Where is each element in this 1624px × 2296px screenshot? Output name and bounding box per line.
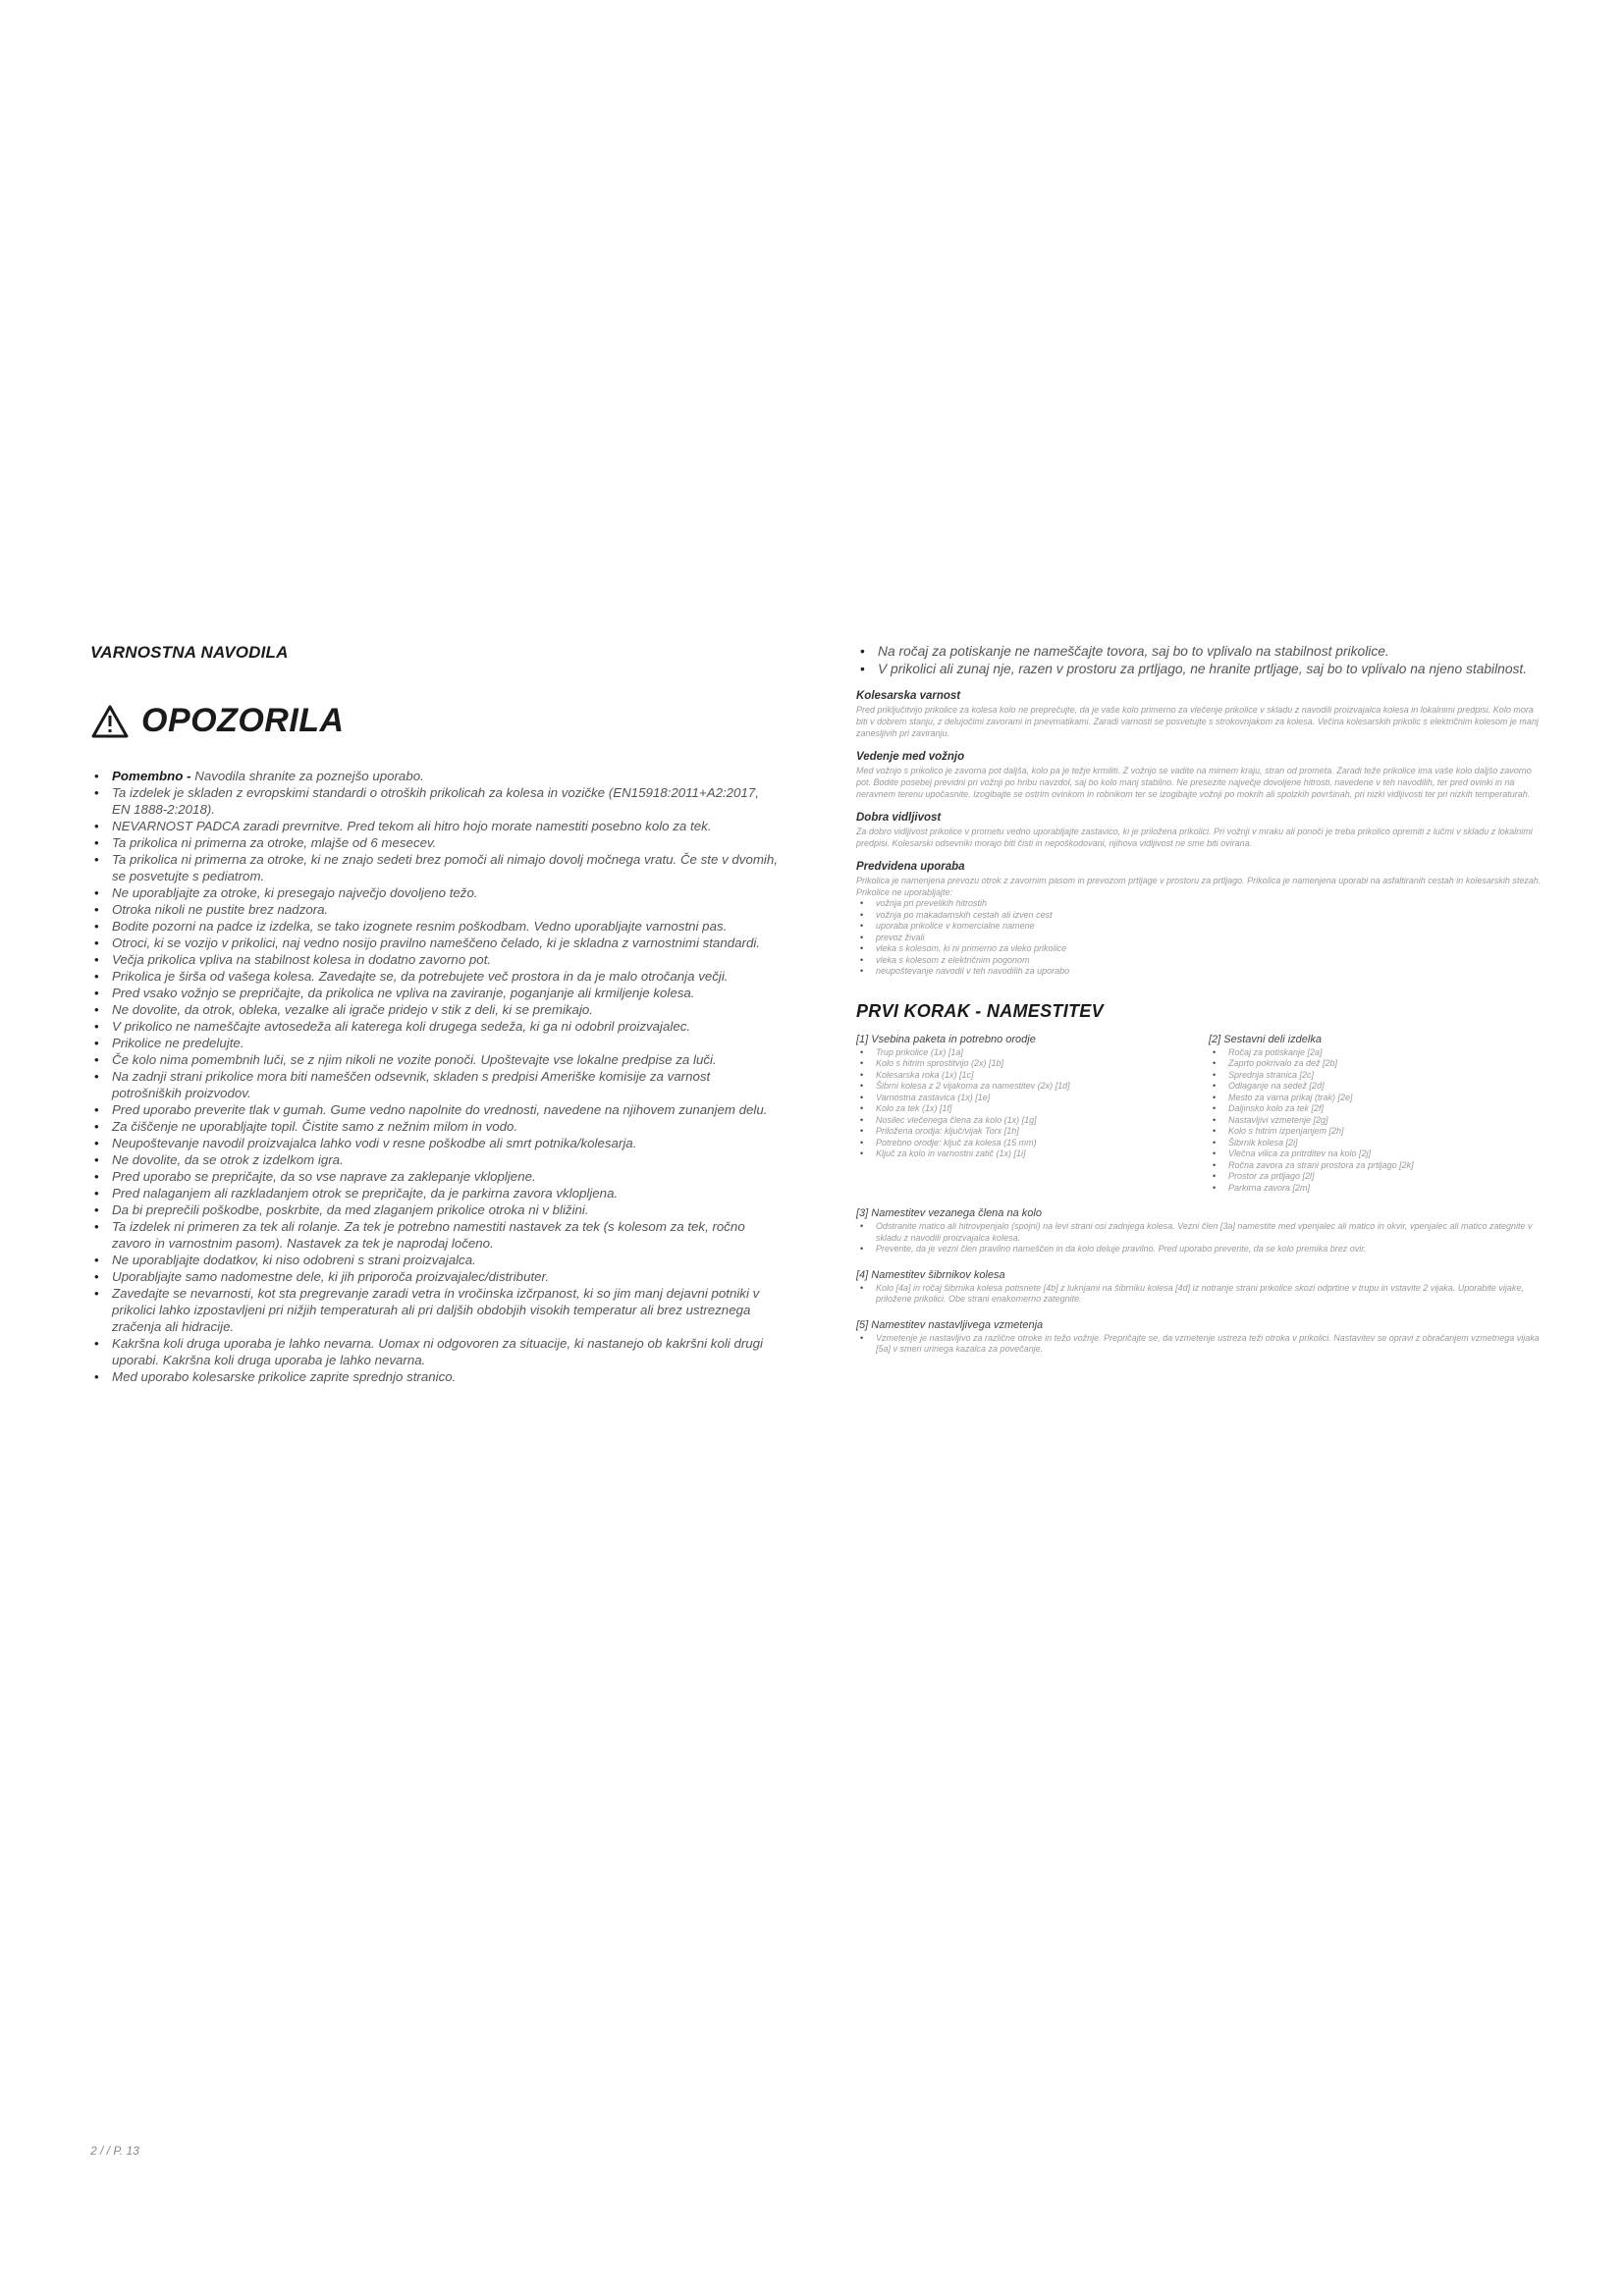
- list-item: • Zaprto pokrivalo za dež [2b]: [1209, 1058, 1543, 1070]
- list-item: [90, 1368, 778, 1385]
- list-item: [90, 1001, 778, 1018]
- list-item: [90, 1151, 778, 1168]
- list-item: • Ročaj za potiskanje [2a]: [1209, 1047, 1543, 1059]
- list-item: • neupoštevanje navodil v teh navodilih za uporabo: [856, 966, 1543, 978]
- list-item: [90, 784, 778, 818]
- item-emphasis: Pomembno -: [112, 769, 191, 783]
- step-list: [856, 1333, 1543, 1356]
- page-number: 2 / / P. 13: [90, 2144, 139, 2158]
- list-item: • Šibrnik kolesa [2i]: [1209, 1138, 1543, 1149]
- list-item: • Vzmetenje je nastavljivo za različne otroke in težo vožnje. Prepričajte se, da vzmetenje ustreza teži otroka v prikolici. Nastavitev se opravi z obračanjem vzmetnega vijaka [5a] v smeri urinega kazalca za povečanje.: [856, 1333, 1543, 1356]
- parts-list: [1209, 1047, 1543, 1195]
- list-item: [90, 1335, 778, 1368]
- list-item: • uporaba prikolice v komercialne namene: [856, 921, 1543, 933]
- warning-list: [90, 768, 778, 1385]
- block-title: Vedenje med vožnjo: [856, 751, 965, 763]
- package-list: [856, 1047, 1191, 1160]
- info-block: [856, 751, 1543, 800]
- warning-heading: [90, 702, 778, 740]
- step-title: [5] Namestitev nastavljivega vzmetenja: [856, 1318, 1044, 1331]
- list-item: • vleka s kolesom z električnim pogonom: [856, 955, 1543, 967]
- list-item: • Nosilec vlečenega člena za kolo (1x) [1g]: [856, 1115, 1191, 1127]
- install-title: PRVI KORAK - NAMESTITEV: [856, 1000, 1104, 1021]
- item-text: V prikolico ne nameščajte avtosedeža ali katerega koli drugega sedeža, ki ga ni odobril proizvajalec.: [112, 1019, 691, 1034]
- list-item: [90, 834, 778, 851]
- package-contents: [856, 1034, 1191, 1195]
- list-item: [90, 934, 778, 951]
- list-item: [90, 851, 778, 884]
- item-text: Neupoštevanje navodil proizvajalca lahko vodi v resne poškodbe ali smrt potnika/kolesarja.: [112, 1136, 637, 1150]
- list-item: • Prostor za prtljago [2l]: [1209, 1171, 1543, 1183]
- list-item: [90, 1201, 778, 1218]
- list-item: [90, 818, 778, 834]
- product-parts: [1209, 1034, 1543, 1195]
- list-item: [90, 1268, 778, 1285]
- item-text: Ta prikolica ni primerna za otroke, mlajše od 6 mesecev.: [112, 835, 437, 850]
- item-text: Otroka nikoli ne pustite brez nadzora.: [112, 902, 329, 917]
- item-text: Prikolica je širša od vašega kolesa. Zavedajte se, da potrebujete več prostora in da je malo otročanja večji.: [112, 969, 729, 984]
- list-item: • Šibrni kolesa z 2 vijakoma za namestitev (2x) [1d]: [856, 1081, 1191, 1093]
- block-title: Predvidena uporaba: [856, 861, 965, 873]
- list-item: • Kolo [4a] in ročaj šibrnika kolesa potisnete [4b] z luknjami na šibrniku kolesa [4d] iz notranje strani prikolice skozi odprtine v trupu in vstavite 2 vijaka. Uporabite vijake, priložene prikolici. Obe strani enakomerno zategnite.: [856, 1283, 1543, 1306]
- step-title: [3] Namestitev vezanega člena na kolo: [856, 1207, 1042, 1219]
- list-item: [90, 1051, 778, 1068]
- block-text: Prikolica je namenjena prevozu otrok z zavornim pasom in prevozom prtljage v prostoru za prtljago. Prikolica je namenjena uporabi na asfaltiranih cestah in kolesarskih stezah. Prikolice ne uporabljajte:: [856, 876, 1542, 897]
- item-text: Pred nalaganjem ali razkladanjem otrok se prepričajte, da je parkirna zavora vklopljena.: [112, 1186, 619, 1201]
- usage-list: [856, 898, 1543, 978]
- item-text: Ta izdelek je skladen z evropskimi standardi o otroških prikolicah za kolesa in vozičke (EN15918:2011+A2:2017, EN 1888-2:2018).: [112, 785, 759, 817]
- step-title: [4] Namestitev šibrnikov kolesa: [856, 1268, 1005, 1281]
- top-warning-list: [856, 643, 1543, 678]
- item-text: Za čiščenje ne uporabljajte topil. Čistite samo z nežnim milom in vodo.: [112, 1119, 518, 1134]
- list-item: [90, 1018, 778, 1035]
- warning-title: OPOZORILA: [141, 702, 345, 739]
- list-item: [90, 1035, 778, 1051]
- item-text: Ne dovolite, da se otrok z izdelkom igra.: [112, 1152, 344, 1167]
- list-item: • Kolo s hitrim izpenjanjem [2h]: [1209, 1126, 1543, 1138]
- list-item: • V prikolici ali zunaj nje, razen v prostoru za prtljago, ne hranite prtljage, saj bo to vplivalo na njeno stabilnost.: [856, 661, 1543, 678]
- info-block: [856, 812, 1543, 849]
- item-text: Pred vsako vožnjo se prepričajte, da prikolica ne vpliva na zaviranje, poganjanje ali krmiljenje kolesa.: [112, 986, 695, 1000]
- item-text: Ta prikolica ni primerna za otroke, ki ne znajo sedeti brez pomoči ali nimajo dovolj močnega vratu. Če ste v dvomih, se posvetujte s pediatrom.: [112, 852, 778, 883]
- right-column: [856, 643, 1543, 1356]
- item-text: Zavedajte se nevarnosti, kot sta pregrevanje zaradi vetra in vročinska izčrpanost, ki so jim manj dejavni potniki v prikolici lahko izpostavljeni pri nižjih temperaturah ali pri daljših obdobjih visokih temperatur ali brez ustreznega zračenja ali hidracije.: [112, 1286, 760, 1334]
- list-item: [90, 901, 778, 918]
- list-item: [90, 1118, 778, 1135]
- list-item: [90, 1135, 778, 1151]
- list-item: [90, 884, 778, 901]
- list-item: [90, 918, 778, 934]
- list-item: • Parkirna zavora [2m]: [1209, 1183, 1543, 1195]
- list-item: [90, 1068, 778, 1101]
- list-item: • vožnja pri prevelikih hitrostih: [856, 898, 1543, 910]
- item-text: Otroci, ki se vozijo v prikolici, naj vedno nosijo pravilno nameščeno čelado, ki je skladna z varnostnimi standardi.: [112, 935, 760, 950]
- install-step: [856, 1269, 1543, 1306]
- list-item: • Sprednja stranica [2c]: [1209, 1070, 1543, 1082]
- install-step: [856, 1319, 1543, 1356]
- item-text: Pred uporabo se prepričajte, da so vse naprave za zaklepanje vklopljene.: [112, 1169, 536, 1184]
- block-text: Med vožnjo s prikolico je zavorna pot daljša, kolo pa je težje krmiliti. Z vožnjo se vadite na mirnem kraju, stran od prometa. Zaradi teže prikolice ima vaše kolo daljšo zavorno pot. Bodite posebej previdni pri vožnji po hribu navzdol, saj bo kolo manj stabilno. Ne presezite največje dovoljene hitrosti, navedene v teh navodilih, ter pred ovinki in na neravnem terenu upočasnite. Izogibajte se ostrim ovinkom in robnikom ter se izogibajte vožnji po mokrih ali spolzkih površinah, pri nizki vidljivosti ter pri nizkih temperaturah.: [856, 766, 1532, 799]
- left-column: [90, 643, 778, 1385]
- item-text: Kakršna koli druga uporaba je lahko nevarna. Uomax ni odgovoren za situacije, ki nastanejo ob kakršni koli drugi uporabi. Kakršna koli druga uporaba je lahko nevarna.: [112, 1336, 764, 1367]
- list-item: • Ročna zavora za strani prostora za prtljago [2k]: [1209, 1160, 1543, 1172]
- item-text: Na zadnji strani prikolice mora biti nameščen odsevnik, skladen s predpisi Ameriške komisije za varnost potrošniških proizvodov.: [112, 1069, 711, 1100]
- list-item: • Ključ za kolo in varnostni zatič (1x) [1i]: [856, 1148, 1191, 1160]
- list-item: • Kolo s hitrim sprostitvijo (2x) [1b]: [856, 1058, 1191, 1070]
- warning-icon: [90, 704, 130, 739]
- list-item: [90, 1185, 778, 1201]
- list-item: • Kolesarska roka (1x) [1c]: [856, 1070, 1191, 1082]
- item-text: Navodila shranite za poznejšo uporabo.: [190, 769, 424, 783]
- list-item: • prevoz živali: [856, 933, 1543, 944]
- list-item: [90, 1252, 778, 1268]
- list-item: • Vlečna vilica za pritrditev na kolo [2j]: [1209, 1148, 1543, 1160]
- block-title: Dobra vidljivost: [856, 812, 942, 824]
- step-list: [856, 1221, 1543, 1255]
- block-text: Za dobro vidljivost prikolice v prometu vedno uporabljajte zastavico, ki je priložena prikolici. Pri vožnji v mraku ali ponoči je treba prikolico opremiti z lučmi v skladu z lokalnimi predpisi. Kolesarski odsevniki morajo biti čisti in nepoškodovani, njihova vidljivost ne sme biti ovirana.: [856, 827, 1533, 848]
- item-text: Ta izdelek ni primeren za tek ali rolanje. Za tek je potrebno namestiti nastavek za tek (s kolesom za tek, ročno zavoro in varnostnim pasom). Nastavek za tek je naprodaj ločeno.: [112, 1219, 745, 1251]
- info-block: [856, 861, 1543, 898]
- list-item: [90, 1168, 778, 1185]
- install-steps: [856, 1207, 1543, 1356]
- info-blocks: [856, 690, 1543, 898]
- list-item: • Na ročaj za potiskanje ne nameščajte tovora, saj bo to vplivalo na stabilnost prikolice.: [856, 643, 1543, 661]
- package-parts: [856, 1034, 1543, 1195]
- item-text: NEVARNOST PADCA zaradi prevrnitve. Pred tekom ali hitro hojo morate namestiti posebno kolo za tek.: [112, 819, 712, 833]
- list-item: • vleka s kolesom, ki ni primerno za vleko prikolice: [856, 943, 1543, 955]
- step-list: [856, 1283, 1543, 1306]
- block-text: Pred priključitvijo prikolice za kolesa kolo ne preprečujte, da je vaše kolo primerno za vlečenje prikolice v skladu z navodili proizvajalca kolesa in lokalnimi predpisi. Kolo mora biti v dobrem stanju, z delujočimi zavorami in pnevmatikami. Zaradi varnosti se posvetujte s strokovnjakom za kolesa. Večina kolesarskih prikolic s električnim kolesom je manj zanesljivih pri zaviranju.: [856, 705, 1539, 738]
- info-block: [856, 690, 1543, 739]
- list-item: • Priložena orodja: ključ/vijak Torx [1h]: [856, 1126, 1191, 1138]
- list-item: • Preverite, da je vezni člen pravilno nameščen in da kolo deluje pravilno. Pred uporabo preverite, da se kolo premika brez ovir.: [856, 1244, 1543, 1255]
- list-item: • vožnja po makadamskih cestah ali izven cest: [856, 910, 1543, 922]
- item-text: Pred uporabo preverite tlak v gumah. Gume vedno napolnite do vrednosti, navedene na njihovem zunanjem delu.: [112, 1102, 768, 1117]
- list-item: • Odstranite matico ali hitrovpenjalo (spojni) na levi strani osi zadnjega kolesa. Vezni člen [3a] namestite med vpenjalec ali matico in okvir, vpenjalec ali matico zategnite v skladu z navodili proizvajalca kolesa.: [856, 1221, 1543, 1244]
- item-text: Bodite pozorni na padce iz izdelka, se tako izognete resnim poškodbam. Vedno uporabljajte varnostni pas.: [112, 919, 728, 934]
- item-text: Ne dovolite, da otrok, obleka, vezalke ali igrače pridejo v stik z deli, ki se premikajo.: [112, 1002, 593, 1017]
- item-text: Med uporabo kolesarske prikolice zaprite sprednjo stranico.: [112, 1369, 457, 1384]
- list-item: [90, 985, 778, 1001]
- list-item: [90, 1218, 778, 1252]
- section-title: VARNOSTNA NAVODILA: [90, 643, 289, 662]
- list-item: • Odlaganje na sedež [2d]: [1209, 1081, 1543, 1093]
- list-item: • Daljinsko kolo za tek [2f]: [1209, 1103, 1543, 1115]
- list-item: • Varnostna zastavica (1x) [1e]: [856, 1093, 1191, 1104]
- package-title: [1] Vsebina paketa in potrebno orodje: [856, 1033, 1036, 1045]
- list-item: • Potrebno orodje: ključ za kolesa (15 mm): [856, 1138, 1191, 1149]
- list-item: • Mesto za varna prikaj (trak) [2e]: [1209, 1093, 1543, 1104]
- item-text: Uporabljajte samo nadomestne dele, ki jih priporoča proizvajalec/distributer.: [112, 1269, 550, 1284]
- item-text: Ne uporabljajte za otroke, ki presegajo največjo dovoljeno težo.: [112, 885, 478, 900]
- item-text: Če kolo nima pomembnih luči, se z njim nikoli ne vozite ponoči. Upoštevajte vse lokalne predpise za luči.: [112, 1052, 717, 1067]
- list-item: • Trup prikolice (1x) [1a]: [856, 1047, 1191, 1059]
- item-text: Prikolice ne predelujte.: [112, 1036, 244, 1050]
- list-item: • Nastavljivi vzmetenje [2g]: [1209, 1115, 1543, 1127]
- block-title: Kolesarska varnost: [856, 690, 961, 702]
- item-text: Da bi preprečili poškodbe, poskrbite, da med zlaganjem prikolice otroka ni v bližini.: [112, 1202, 589, 1217]
- parts-title: [2] Sestavni deli izdelka: [1209, 1033, 1322, 1045]
- list-item: [90, 768, 778, 784]
- item-text: Večja prikolica vpliva na stabilnost kolesa in dodatno zavorno pot.: [112, 952, 492, 967]
- list-item: [90, 1101, 778, 1118]
- list-item: [90, 1285, 778, 1335]
- list-item: • Kolo za tek (1x) [1f]: [856, 1103, 1191, 1115]
- list-item: [90, 968, 778, 985]
- list-item: [90, 951, 778, 968]
- install-step: [856, 1207, 1543, 1255]
- item-text: Ne uporabljajte dodatkov, ki niso odobreni s strani proizvajalca.: [112, 1253, 476, 1267]
